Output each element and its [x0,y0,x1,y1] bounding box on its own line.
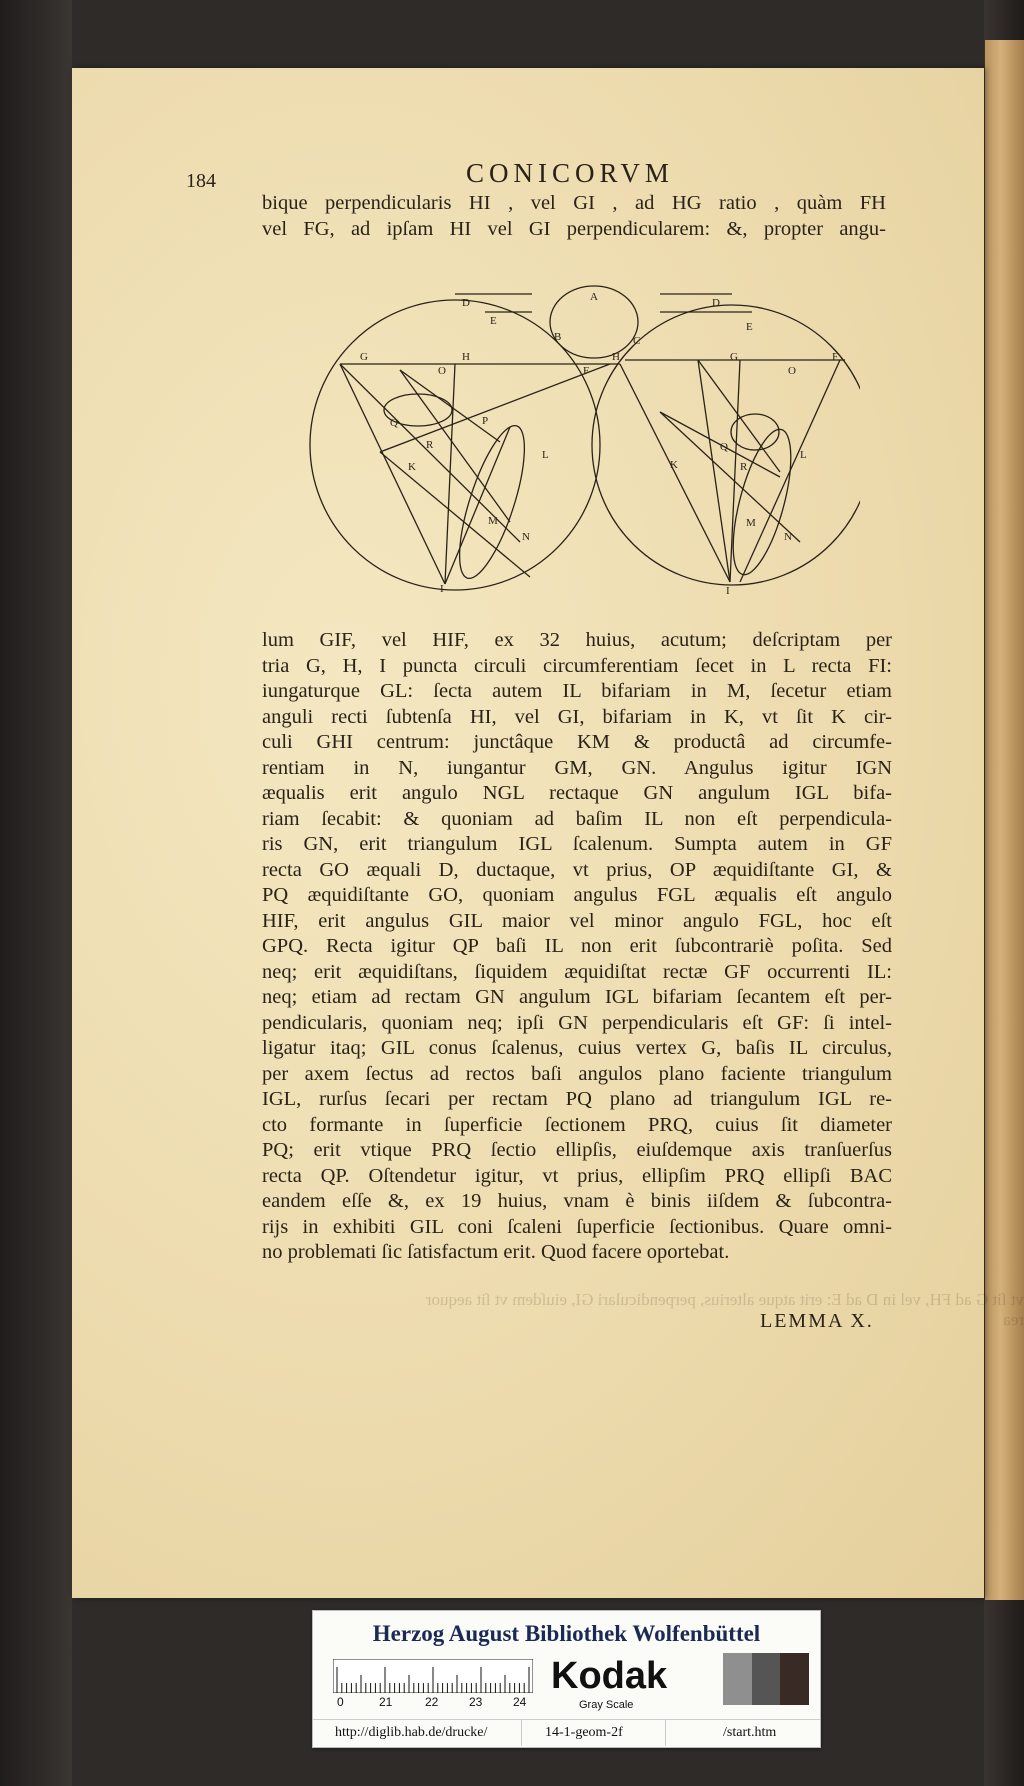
svg-text:F: F [583,365,590,377]
ruler-numbers [333,1695,533,1713]
card-footer [313,1719,820,1746]
ruler [333,1659,533,1693]
text-line: rentiam in N, iungantur GM, GN. Angulus igitur IGN [262,756,892,779]
svg-text:B: B [554,331,562,343]
svg-text:H: H [462,351,470,363]
svg-text:E: E [746,321,753,333]
text-line: no problemati ſic ſatisfactum erit. Quod facere oportebat. [262,1241,730,1263]
text-line: pendicularis, quoniam neq; ipſi GN perpendicularis eſt GF: ſi intel- [262,1011,892,1034]
text-line: bique perpendicularis HI , vel GI , ad HG ratio , quàm FH [262,192,886,214]
page-number: 184 [186,170,216,192]
svg-text:M: M [746,517,756,529]
running-head: CONICORVM [466,158,674,188]
geometric-figure [300,282,860,598]
svg-text:O: O [788,365,796,377]
svg-text:P: P [482,415,489,427]
ruler-number: 23 [469,1695,483,1709]
text-line: culi GHI centrum: junctâque KM & productâ ad circumfe- [262,731,892,753]
svg-text:E: E [490,315,497,327]
text-line: PQ; erit vtique PRQ ſectio ellipſis, eiuſdemque axis tranſuerſus [262,1139,892,1161]
kodak-logo: Kodak [551,1655,668,1697]
scan-target-card [312,1610,821,1748]
text-line: tria G, H, I puncta circuli circumferentiam ſecet in L recta FI: [262,654,892,677]
svg-text:A: A [590,291,598,303]
gray-patch [752,1653,781,1705]
svg-text:N: N [784,531,792,543]
divider [665,1720,666,1746]
ruler-number: 21 [379,1695,393,1709]
text-line: GPQ. Recta igitur QP baſi IL non erit ſubcontrariè poſita. Sed [262,935,892,957]
text-line: recta QP. Oſtendetur igitur, vt prius, ellipſim PRQ ellipſi BAC [262,1164,892,1187]
next-page-edge [985,40,1024,1600]
ruler-number: 24 [513,1695,527,1709]
text-line: recta GO æquali D, ductaque, vt prius, OP æquidiſtante GI, & [262,858,892,881]
gray-patches [723,1653,809,1705]
text-line: IGL, rurſus ſecari per rectam PQ plano ad triangulum IGL re- [262,1088,892,1110]
text-line: neq; erit æquidiſtans, ſiquidem æquidiſtat rectæ GF occurrenti IL: [262,960,892,983]
text-line: vel FG, ad ipſam HI vel GI perpendicularem: &, propter angu- [262,218,886,240]
divider [521,1720,522,1746]
text-line: PQ æquidiſtante GO, quoniam angulus FGL æqualis eſt angulo [262,884,892,906]
text-line: ris GN, erit triangulum IGL ſcalenum. Sumpta autem in GF [262,833,892,855]
lemma-heading: LEMMA X. [760,1310,874,1332]
bleed-through-text: vt ſit G ad FH, vel in D ad E: erit atque alterius, perpendiculari GI, eiuſdem vt ſit aequor rea [425,1290,1024,1329]
text-line: æqualis erit angulo NGL rectaque GN angulum IGL bifa- [262,782,892,804]
library-name: Herzog August Bibliothek Wolfenbüttel [372,1621,761,1646]
svg-text:Q: Q [390,417,398,429]
svg-text:C: C [633,335,641,347]
text-line: per axem ſectus ad rectos baſi angulos plano faciente triangulum [262,1062,892,1085]
svg-text:I: I [726,585,730,597]
svg-text:L: L [542,449,549,461]
svg-text:K: K [670,459,678,471]
url-left: http://diglib.hab.de/drucke/ [335,1725,488,1740]
svg-text:F: F [832,351,839,363]
svg-text:D: D [462,297,470,309]
text-line: ligatur itaq; GIL conus ſcalenus, cuius vertex G, baſis IL circulus, [262,1037,892,1059]
gray-patch [723,1653,752,1705]
svg-text:K: K [408,461,416,473]
svg-text:I: I [440,583,444,595]
svg-text:N: N [522,531,530,543]
svg-text:H: H [612,351,620,363]
text-line: lum GIF, vel HIF, ex 32 huius, acutum; deſcriptam per [262,629,892,651]
url-right: /start.htm [723,1725,777,1740]
scan-background-left [0,0,72,1786]
text-line: riam ſecabit: & quoniam ad baſim IL non eſt perpendicula- [262,807,892,830]
svg-text:M: M [488,515,498,527]
body-text [262,628,892,1266]
text-line: cto formante in ſuperficie ſectionem PRQ, cuius ſit diameter [262,1113,892,1136]
svg-text:D: D [712,297,720,309]
svg-text:L: L [800,449,807,461]
url-mid: 14-1-geom-2f [545,1725,623,1740]
gray-scale-label: Gray Scale [579,1699,634,1711]
text-line: eandem eſſe &, ex 19 huius, vnam è binis iiſdem & ſubcontra- [262,1190,892,1212]
gray-patch [780,1653,809,1705]
text-line: anguli recti ſubtenſa HI, vel GI, bifariam in K, vt ſit K cir- [262,705,892,728]
ruler-number: 22 [425,1695,439,1709]
text-line: neq; etiam ad rectam GN angulum IGL bifariam ſecantem eſt per- [262,986,892,1008]
svg-text:G: G [360,351,368,363]
svg-text:R: R [426,439,434,451]
text-line: HIF, erit angulus GIL maior vel minor angulo FGL, hoc eſt [262,909,892,932]
top-text-block [262,190,886,242]
text-line: rijs in exhibiti GIL coni ſcaleni ſuperficie ſectionibus. Quare omni- [262,1215,892,1238]
svg-text:G: G [730,351,738,363]
ruler-number: 0 [337,1695,344,1709]
text-line: iungaturque GL: ſecta autem IL bifariam in M, ſecetur etiam [262,680,892,702]
svg-text:Q: Q [720,441,728,453]
svg-text:R: R [740,461,748,473]
svg-text:O: O [438,365,446,377]
